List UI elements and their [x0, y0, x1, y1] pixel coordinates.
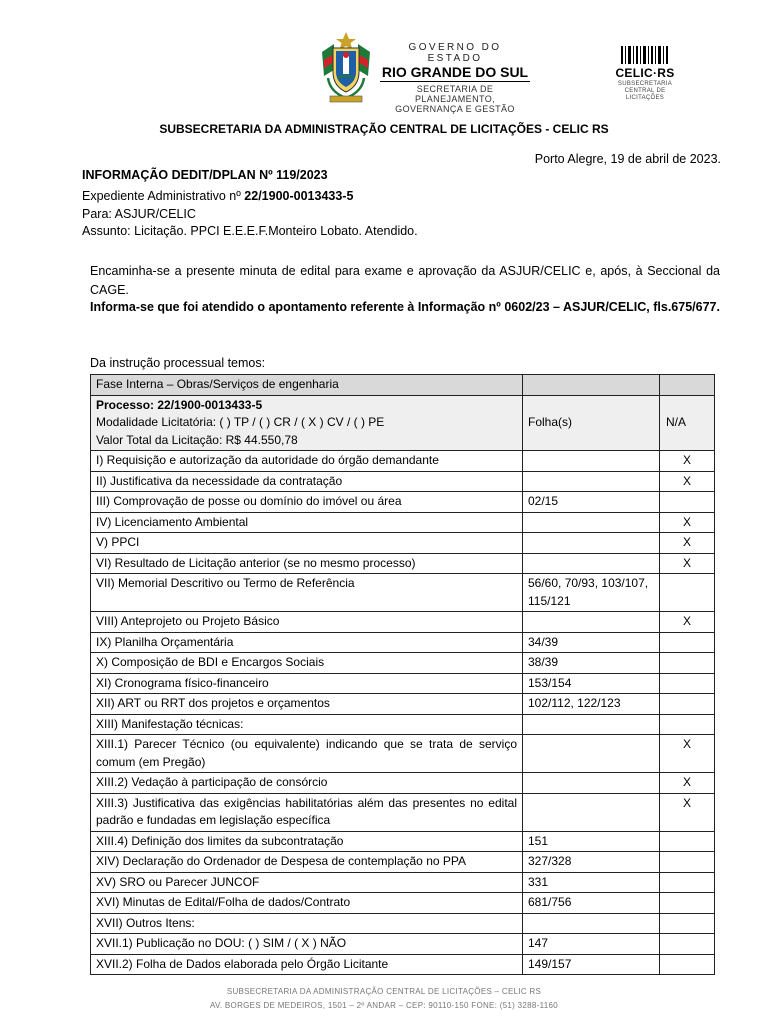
- process-info-row: [91, 395, 715, 451]
- row-folha: [523, 553, 660, 574]
- table-row: [91, 773, 715, 794]
- row-folha: [523, 612, 660, 633]
- row-item: IV) Licenciamento Ambiental: [91, 512, 523, 533]
- row-na: [660, 492, 715, 513]
- row-item: XVII.2) Folha de Dados elaborada pelo Órgão Licitante: [91, 954, 523, 975]
- row-item: X) Composição de BDI e Encargos Sociais: [91, 653, 523, 674]
- table-row: [91, 735, 715, 773]
- row-folha: 331: [523, 872, 660, 893]
- table-row: [91, 471, 715, 492]
- table-row: [91, 893, 715, 914]
- para-line: Para: ASJUR/CELIC: [82, 206, 196, 221]
- row-na: X: [660, 773, 715, 794]
- state-name: RIO GRANDE DO SUL: [381, 64, 529, 80]
- row-folha: [523, 773, 660, 794]
- row-na: X: [660, 735, 715, 773]
- paragraph-forwarding: Encaminha-se a presente minuta de edital para exame e aprovação da ASJUR/CELIC e, após, à Seccional da CAGE.: [90, 264, 720, 297]
- paragraph-attended: Informa-se que foi atendido o apontamento referente à Informação nº 0602/23 – ASJUR/CELIC, fls.675/677.: [90, 300, 720, 314]
- row-na: X: [660, 612, 715, 633]
- row-item: XIV) Declaração do Ordenador de Despesa de contemplação no PPA: [91, 852, 523, 873]
- row-item: XV) SRO ou Parecer JUNCOF: [91, 872, 523, 893]
- table-row: [91, 632, 715, 653]
- letterhead: [0, 26, 768, 114]
- expediente-label: Expediente Administrativo nº: [82, 189, 245, 203]
- column-header-folha: Folha(s): [523, 395, 660, 451]
- row-item: II) Justificativa da necessidade da contratação: [91, 471, 523, 492]
- row-na: [660, 954, 715, 975]
- row-na: X: [660, 533, 715, 554]
- secretariat-line: SECRETARIA DE PLANEJAMENTO,: [414, 84, 496, 104]
- barcode-icon: [619, 46, 671, 64]
- row-na: [660, 673, 715, 694]
- row-item: XVI) Minutas de Edital/Folha de dados/Contrato: [91, 893, 523, 914]
- row-folha: 147: [523, 934, 660, 955]
- row-folha: [523, 533, 660, 554]
- row-folha: 34/39: [523, 632, 660, 653]
- expediente-number: 22/1900-0013433-5: [244, 189, 354, 203]
- row-folha: [523, 913, 660, 934]
- row-na: [660, 632, 715, 653]
- row-folha: 102/112, 122/123: [523, 694, 660, 715]
- column-header-na: N/A: [660, 395, 715, 451]
- table-row: [91, 694, 715, 715]
- table-row: [91, 831, 715, 852]
- government-line: GOVERNO DO ESTADO: [408, 42, 502, 64]
- row-item: VII) Memorial Descritivo ou Termo de Referência: [91, 574, 523, 612]
- table-header-empty: [523, 375, 660, 396]
- row-na: [660, 852, 715, 873]
- expediente-line: [82, 188, 418, 206]
- row-folha: 681/756: [523, 893, 660, 914]
- secretariat-line-2: GOVERNANÇA E GESTÃO: [395, 104, 515, 114]
- row-na: [660, 872, 715, 893]
- table-header-label: Fase Interna – Obras/Serviços de engenharia: [91, 375, 523, 396]
- table-row: [91, 872, 715, 893]
- table-row: [91, 954, 715, 975]
- table-row: [91, 714, 715, 735]
- row-na: [660, 574, 715, 612]
- table-row: [91, 653, 715, 674]
- table-intro: Da instrução processual temos:: [90, 356, 266, 370]
- table-row: [91, 612, 715, 633]
- row-item: XIII.1) Parecer Técnico (ou equivalente) indicando que se trata de serviço comum (em Pregão): [91, 735, 523, 773]
- row-na: X: [660, 512, 715, 533]
- celic-subtitle-2: CENTRAL DE LICITAÇÕES: [624, 88, 666, 101]
- government-name-block: [380, 42, 530, 114]
- row-folha: 153/154: [523, 673, 660, 694]
- table-row: [91, 553, 715, 574]
- table-row: [91, 574, 715, 612]
- table-row: [91, 533, 715, 554]
- row-na: X: [660, 793, 715, 831]
- document-title: SUBSECRETARIA DA ADMINISTRAÇÃO CENTRAL DE LICITAÇÕES - CELIC RS: [159, 122, 609, 136]
- table-row: [91, 852, 715, 873]
- celic-logo: [614, 46, 676, 102]
- row-folha: [523, 714, 660, 735]
- footer-org: SUBSECRETARIA DA ADMINISTRAÇÃO CENTRAL DE LICITAÇÕES – CELIC RS: [226, 987, 542, 996]
- row-item: I) Requisição e autorização da autoridade do órgão demandante: [91, 451, 523, 472]
- row-na: X: [660, 553, 715, 574]
- row-folha: [523, 793, 660, 831]
- row-item: XVII.1) Publicação no DOU: ( ) SIM / ( X ) NÃO: [91, 934, 523, 955]
- row-item: IX) Planilha Orçamentária: [91, 632, 523, 653]
- row-folha: 149/157: [523, 954, 660, 975]
- row-item: XIII.2) Vedação à participação de consórcio: [91, 773, 523, 794]
- row-na: X: [660, 471, 715, 492]
- document-date: Porto Alegre, 19 de abril de 2023.: [534, 152, 721, 166]
- table-header-row: [91, 375, 715, 396]
- row-na: [660, 653, 715, 674]
- row-folha: 02/15: [523, 492, 660, 513]
- row-na: X: [660, 451, 715, 472]
- row-item: V) PPCI: [91, 533, 523, 554]
- row-na: [660, 893, 715, 914]
- row-folha: [523, 451, 660, 472]
- row-na: [660, 694, 715, 715]
- table-row: [91, 913, 715, 934]
- row-folha: 56/60, 70/93, 103/107, 115/121: [523, 574, 660, 612]
- row-item: VIII) Anteprojeto ou Projeto Básico: [91, 612, 523, 633]
- table-row: [91, 492, 715, 513]
- celic-brand: CELIC·RS: [615, 66, 675, 80]
- celic-subtitle: SUBSECRETARIA: [617, 81, 673, 87]
- total-value: Valor Total da Licitação: R$ 44.550,78: [96, 432, 298, 447]
- table-header-empty: [660, 375, 715, 396]
- table-row: [91, 934, 715, 955]
- row-na: [660, 714, 715, 735]
- footer-address: AV. BORGES DE MEDEIROS, 1501 – 2º ANDAR – CEP: 90110-150 FONE: (51) 3288-1160: [209, 1001, 559, 1010]
- document-metadata: [82, 188, 418, 241]
- row-na: [660, 831, 715, 852]
- row-folha: 38/39: [523, 653, 660, 674]
- bidding-modality: Modalidade Licitatória: ( ) TP / ( ) CR / ( X ) CV / ( ) PE: [96, 415, 385, 429]
- row-item: XIII.3) Justificativa das exigências habilitatórias além das presentes no edital padrão e fundadas em legislação específica: [91, 793, 523, 831]
- table-row: [91, 451, 715, 472]
- row-na: [660, 934, 715, 955]
- row-item: VI) Resultado de Licitação anterior (se no mesmo processo): [91, 553, 523, 574]
- row-item: XII) ART ou RRT dos projetos e orçamentos: [91, 694, 523, 715]
- state-coat-of-arms-icon: [316, 30, 376, 104]
- process-number: Processo: 22/1900-0013433-5: [96, 397, 263, 412]
- row-item: III) Comprovação de posse ou domínio do imóvel ou área: [91, 492, 523, 513]
- process-info-cell: [91, 395, 523, 451]
- row-item: XIII.4) Definição dos limites da subcontratação: [91, 831, 523, 852]
- row-folha: [523, 735, 660, 773]
- row-folha: [523, 512, 660, 533]
- table-row: [91, 793, 715, 831]
- row-folha: 151: [523, 831, 660, 852]
- row-na: [660, 913, 715, 934]
- row-item: XIII) Manifestação técnicas:: [91, 714, 523, 735]
- row-item: XVII) Outros Itens:: [91, 913, 523, 934]
- row-folha: [523, 471, 660, 492]
- process-checklist-table: [90, 374, 715, 975]
- page-footer: [0, 985, 768, 1013]
- information-number: INFORMAÇÃO DEDIT/DPLAN Nº 119/2023: [82, 168, 328, 182]
- row-folha: 327/328: [523, 852, 660, 873]
- row-item: XI) Cronograma físico-financeiro: [91, 673, 523, 694]
- assunto-line: Assunto: Licitação. PPCI E.E.E.F.Monteiro Lobato. Atendido.: [82, 224, 418, 238]
- table-row: [91, 512, 715, 533]
- table-row: [91, 673, 715, 694]
